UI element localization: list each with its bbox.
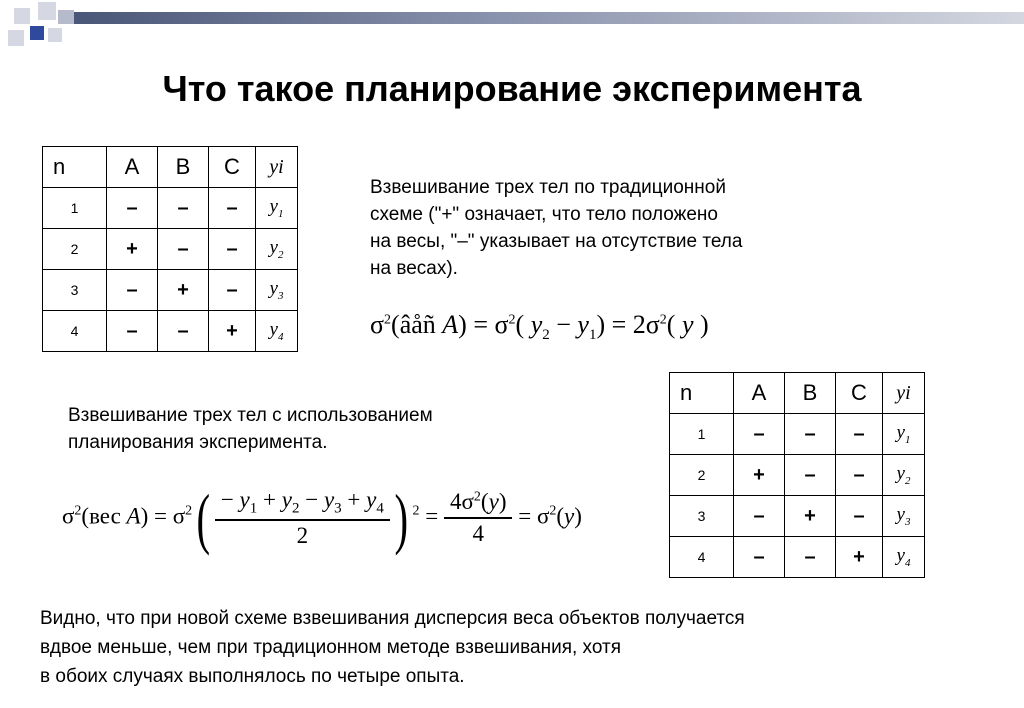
cell-c: –	[209, 270, 256, 311]
cell-b: –	[785, 455, 836, 496]
text-line: Взвешивание трех тел с использованием	[68, 405, 433, 426]
cell-n: 3	[670, 496, 734, 537]
cell-y: $y_1$	[256, 188, 298, 229]
traditional-description	[370, 174, 742, 282]
cell-b: –	[158, 229, 209, 270]
design-table-planned	[669, 372, 925, 578]
cell-b: –	[785, 414, 836, 455]
header-c: C	[209, 147, 256, 188]
cell-c: –	[209, 188, 256, 229]
header-a: A	[734, 373, 785, 414]
cell-n: 4	[670, 537, 734, 578]
text-line: в обоих случаях выполнялось по четыре опыта.	[40, 666, 465, 687]
decor-square	[38, 2, 56, 20]
cell-n: 1	[670, 414, 734, 455]
cell-y: $y_2$	[256, 229, 298, 270]
design-table-traditional	[42, 146, 298, 352]
cell-b: +	[158, 270, 209, 311]
cell-c: –	[836, 414, 883, 455]
decor-square	[48, 28, 62, 42]
cell-n: 2	[43, 229, 107, 270]
cell-y: $y_1$	[883, 414, 925, 455]
cell-y: $y_3$	[256, 270, 298, 311]
header-c: C	[836, 373, 883, 414]
text-line: схеме ("+" означает, что тело положено	[370, 204, 718, 225]
cell-y: $y_4$	[256, 311, 298, 352]
decor-square	[8, 30, 24, 46]
cell-c: –	[836, 496, 883, 537]
planned-formula: $\sigma^2(вес$ $A) = \sigma^2$( $\frac{- y_1 + y_2 - y_3 + y_4}{2}$ ) $^2$ = $\frac{4\sigma^2(y)}{4}$ = $\sigma^2(y)$	[62, 480, 582, 556]
text-line: планирования эксперимента.	[68, 432, 328, 453]
cell-a: –	[107, 270, 158, 311]
cell-y: $y_4$	[883, 537, 925, 578]
cell-a: +	[734, 455, 785, 496]
cell-a: –	[734, 537, 785, 578]
cell-a: –	[734, 414, 785, 455]
cell-n: 3	[43, 270, 107, 311]
header-bar	[70, 12, 1024, 24]
traditional-formula: $\sigma^2(âåñ$ $A) = \sigma^2$( $y_2 - y_1) = 2\sigma^2$( y )	[370, 310, 709, 344]
cell-a: –	[107, 188, 158, 229]
cell-c: –	[836, 455, 883, 496]
text-line: Видно, что при новой схеме взвешивания дисперсия веса объектов получается	[40, 608, 745, 629]
cell-c: +	[209, 311, 256, 352]
decor-square	[58, 10, 74, 24]
text-line: Взвешивание трех тел по традиционной	[370, 177, 726, 198]
conclusion-text	[40, 604, 745, 691]
header-n: n	[43, 147, 107, 188]
cell-n: 1	[43, 188, 107, 229]
cell-c: +	[836, 537, 883, 578]
header-b: B	[158, 147, 209, 188]
cell-b: –	[158, 188, 209, 229]
cell-a: –	[734, 496, 785, 537]
cell-b: –	[158, 311, 209, 352]
cell-n: 2	[670, 455, 734, 496]
header-yi: yi	[883, 373, 925, 414]
text-line: на весы, "–" указывает на отсутствие тела	[370, 231, 743, 252]
header-b: B	[785, 373, 836, 414]
slide-title: Что такое планирование эксперимента	[162, 68, 862, 109]
planned-description	[68, 402, 433, 456]
cell-y: $y_3$	[883, 496, 925, 537]
cell-a: +	[107, 229, 158, 270]
text-line: на весах).	[370, 258, 458, 279]
header-yi: yi	[256, 147, 298, 188]
cell-b: +	[785, 496, 836, 537]
cell-y: $y_2$	[883, 455, 925, 496]
cell-n: 4	[43, 311, 107, 352]
cell-c: –	[209, 229, 256, 270]
cell-a: –	[107, 311, 158, 352]
text-line: вдвое меньше, чем при традиционном методе взвешивания, хотя	[40, 637, 621, 658]
header-n: n	[670, 373, 734, 414]
decor-square	[30, 26, 44, 40]
header-a: A	[107, 147, 158, 188]
cell-b: –	[785, 537, 836, 578]
decor-square	[14, 8, 30, 24]
